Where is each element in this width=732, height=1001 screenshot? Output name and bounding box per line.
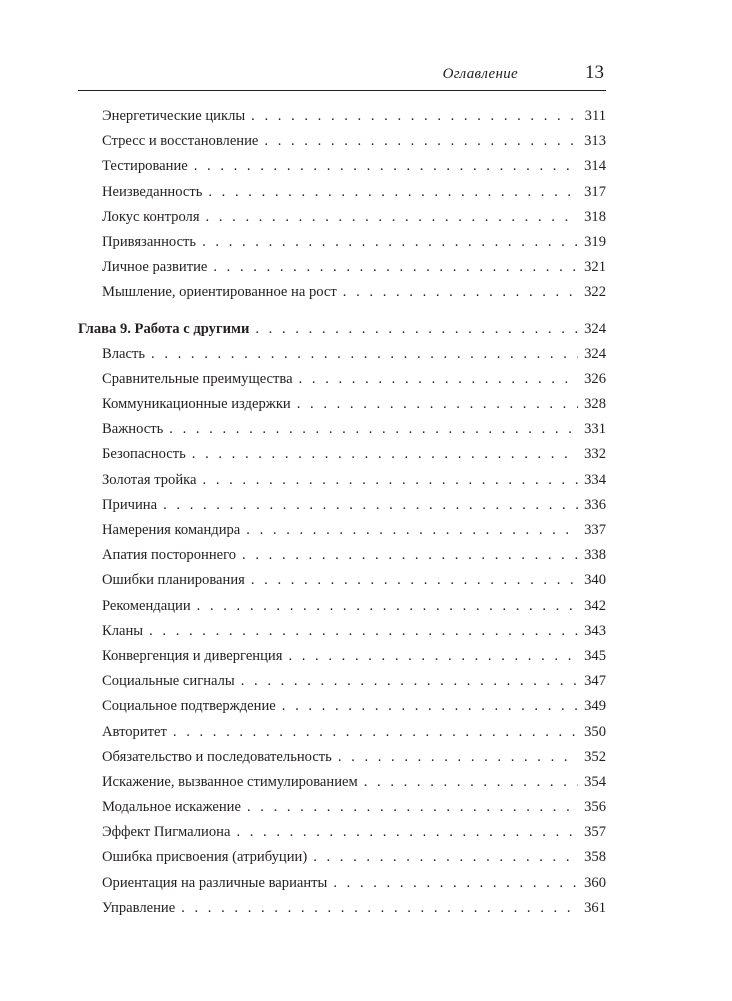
toc-entry-title: Эффект Пигмалиона	[102, 824, 231, 841]
dot-leader	[333, 875, 578, 892]
dot-leader	[151, 346, 578, 363]
toc-entry	[78, 824, 606, 849]
dot-leader	[208, 184, 578, 201]
toc-entry	[78, 673, 606, 698]
toc-entry-page: 314	[584, 158, 606, 175]
toc-entry	[78, 522, 606, 547]
toc-entry	[78, 346, 606, 371]
toc-entry-page: 331	[584, 421, 606, 438]
toc-entry-title: Апатия постороннего	[102, 547, 237, 564]
toc-entry-title: Золотая тройка	[102, 471, 197, 488]
dot-leader	[181, 900, 578, 917]
toc-entry-title: Модальное искажение	[102, 799, 241, 816]
chapter-title: Глава 9. Работа с другими	[78, 320, 250, 337]
toc-entry-page: 322	[584, 284, 606, 301]
toc-entry-page: 361	[584, 899, 606, 916]
toc-entry	[78, 371, 606, 396]
toc-entry	[78, 648, 606, 673]
toc-entry	[78, 421, 606, 446]
toc-entry	[78, 849, 606, 874]
toc-entry-title: Личное развитие	[102, 259, 208, 276]
dot-leader	[173, 724, 578, 741]
toc-entry	[78, 875, 606, 900]
dot-leader	[282, 698, 578, 715]
toc-entry	[78, 698, 606, 723]
toc-entry-title: Власть	[102, 345, 146, 362]
toc-entry-title: Привязанность	[102, 233, 197, 250]
toc-entry-title: Локус контроля	[102, 208, 200, 225]
toc-entry-title: Социальные сигналы	[102, 673, 235, 690]
toc-entry-page: 336	[584, 496, 606, 513]
toc-entry-title: Неизведанность	[102, 183, 203, 200]
dot-leader	[288, 648, 578, 665]
toc-entry-title: Обязательство и последовательность	[102, 748, 332, 765]
toc-entry-page: 318	[584, 208, 606, 225]
dot-leader	[264, 133, 578, 150]
toc-entry-page: 340	[584, 572, 606, 589]
running-header	[78, 60, 606, 91]
toc-entry-page: 356	[584, 799, 606, 816]
toc-entry	[78, 184, 606, 209]
toc-entry-page: 357	[584, 824, 606, 841]
toc-entry-page: 311	[584, 108, 606, 124]
toc-entry-page: 324	[584, 345, 606, 362]
toc-entry-page: 352	[584, 748, 606, 765]
dot-leader	[197, 598, 578, 615]
toc-entry-page: 328	[584, 396, 606, 413]
dot-leader	[203, 472, 579, 489]
dot-leader	[241, 673, 578, 690]
table-of-contents	[78, 108, 606, 925]
toc-entry-title: Коммуникационные издержки	[102, 396, 291, 413]
toc-entry	[78, 749, 606, 774]
dot-leader	[213, 259, 578, 276]
page-number: 13	[585, 62, 604, 83]
dot-leader	[169, 421, 578, 438]
toc-entry	[78, 799, 606, 824]
toc-entry-title: Важность	[102, 421, 164, 438]
toc-entry	[78, 598, 606, 623]
toc-entry	[78, 133, 606, 158]
toc-entry	[78, 446, 606, 471]
toc-entry-title: Социальное подтверждение	[102, 698, 276, 715]
toc-entry-page: 347	[584, 673, 606, 690]
toc-entry-title: Стресс и восстановление	[102, 133, 259, 150]
toc-entry-page: 349	[584, 698, 606, 715]
dot-leader	[299, 371, 579, 388]
toc-entry-title: Тестирование	[102, 158, 188, 175]
toc-entry-page: 313	[584, 133, 606, 150]
dot-leader	[149, 623, 578, 640]
toc-entry	[78, 623, 606, 648]
dot-leader	[313, 849, 578, 866]
dot-leader	[236, 824, 578, 841]
dot-leader	[364, 774, 578, 791]
toc-entry	[78, 209, 606, 234]
toc-entry-title: Причина	[102, 496, 158, 513]
toc-entry-title: Ориентация на различные варианты	[102, 874, 328, 891]
toc-entry-page: 358	[584, 849, 606, 866]
toc-entry-page: 350	[584, 723, 606, 740]
toc-entry-title: Сравнительные преимущества	[102, 370, 293, 387]
dot-leader	[192, 446, 578, 463]
toc-entry-page: 317	[584, 183, 606, 200]
dot-leader	[251, 572, 578, 589]
toc-entry-title: Искажение, вызванное стимулированием	[102, 773, 358, 790]
toc-entry-page: 319	[584, 233, 606, 250]
toc-entry	[78, 497, 606, 522]
dot-leader	[163, 497, 578, 514]
toc-entry-page: 360	[584, 874, 606, 891]
toc-entry-page: 354	[584, 773, 606, 790]
toc-entry	[78, 396, 606, 421]
toc-entry-title: Энергетические циклы	[102, 108, 246, 124]
dot-leader	[206, 209, 579, 226]
toc-entry-title: Управление	[102, 899, 176, 916]
toc-entry	[78, 724, 606, 749]
toc-entry-page: 345	[584, 647, 606, 664]
toc-entry-page: 342	[584, 597, 606, 614]
toc-entry-page: 338	[584, 547, 606, 564]
chapter-page: 324	[584, 320, 606, 337]
dot-leader	[246, 522, 578, 539]
toc-entry-title: Намерения командира	[102, 522, 241, 538]
toc-entry-page: 334	[584, 471, 606, 488]
toc-entry-title: Рекомендации	[102, 597, 191, 614]
toc-entry-page: 332	[584, 446, 606, 463]
toc-entry-title: Ошибка присвоения (атрибуции)	[102, 849, 308, 866]
toc-entry-page: 343	[584, 622, 606, 639]
toc-entry-page: 326	[584, 370, 606, 387]
toc-entry-title: Мышление, ориентированное на рост	[102, 284, 337, 301]
toc-entry-page: 337	[584, 522, 606, 538]
dot-leader	[247, 799, 578, 816]
dot-leader	[202, 234, 578, 251]
toc-entry	[78, 259, 606, 284]
dot-leader	[194, 158, 578, 175]
toc-entry-title: Авторитет	[102, 723, 167, 740]
toc-entry	[78, 774, 606, 799]
dot-leader	[297, 396, 578, 413]
toc-entry-title: Ошибки планирования	[102, 572, 245, 589]
toc-entry-title: Кланы	[102, 622, 144, 639]
dot-leader	[251, 108, 578, 125]
toc-chapter-entry	[78, 321, 606, 346]
dot-leader	[242, 547, 578, 564]
dot-leader	[255, 321, 578, 338]
toc-entry-page: 321	[584, 259, 606, 276]
dot-leader	[338, 749, 578, 766]
dot-leader	[343, 284, 578, 301]
toc-entry	[78, 158, 606, 183]
toc-entry	[78, 547, 606, 572]
toc-entry	[78, 284, 606, 309]
toc-entry	[78, 572, 606, 597]
toc-entry-title: Безопасность	[102, 446, 186, 463]
toc-entry-title: Конвергенция и дивергенция	[102, 647, 283, 664]
running-header-title: Оглавление	[442, 66, 518, 82]
toc-entry	[78, 900, 606, 925]
toc-entry	[78, 234, 606, 259]
toc-entry	[78, 108, 606, 133]
toc-entry	[78, 472, 606, 497]
